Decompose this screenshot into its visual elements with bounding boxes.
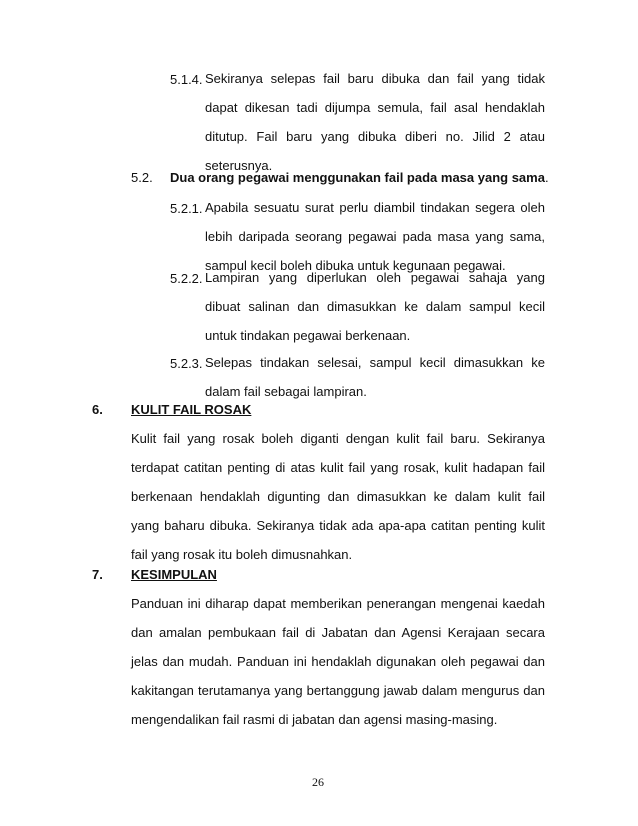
clause-number-5-2-2: 5.2.2. <box>170 271 203 286</box>
clause-number-5-2-3: 5.2.3. <box>170 356 203 371</box>
section-heading-7: KESIMPULAN <box>131 567 217 582</box>
section-heading-6: KULIT FAIL ROSAK <box>131 402 252 417</box>
clause-text-5-2-3: Selepas tindakan selesai, sampul kecil dimasukkan ke dalam fail sebagai lampiran. <box>205 355 545 399</box>
clause-text-5-1-4: Sekiranya selepas fail baru dibuka dan fail yang tidak dapat dikesan tadi dijumpa semula, fail asal hendaklah ditutup. Fail baru yang dibuka diberi no. Jilid 2 atau seterusnya. <box>205 71 545 173</box>
page-number: 26 <box>312 775 324 789</box>
clause-number-5-1-4: 5.1.4. <box>170 72 203 87</box>
clause-heading-5-2-text: Dua orang pegawai menggunakan fail pada masa yang sama <box>170 170 545 185</box>
section-number-7: 7. <box>92 567 103 582</box>
section-text-6: Kulit fail yang rosak boleh diganti dengan kulit fail baru. Sekiranya terdapat catitan penting di atas kulit fail yang rosak, kulit hadapan fail berkenaan hendaklah digunting dan dimasukkan ke dalam kulit fail yang baharu dibuka. Sekiranya tidak ada apa-apa catitan penting kulit fail yang rosak itu boleh dimusnahkan. <box>131 431 545 562</box>
section-text-7: Panduan ini diharap dapat memberikan penerangan mengenai kaedah dan amalan pembukaan fail di Jabatan dan Agensi Kerajaan secara jelas dan mudah. Panduan ini hendaklah digunakan oleh pegawai dan kakitangan terutamanya yang bertanggung jawab dalam mengurus dan mengendalikan fail rasmi di jabatan dan agensi masing-masing. <box>131 596 545 727</box>
section-number-6: 6. <box>92 402 103 417</box>
clause-text-5-2-1: Apabila sesuatu surat perlu diambil tindakan segera oleh lebih daripada seorang pegawai pada masa yang sama, sampul kecil boleh dibuka untuk kegunaan pegawai. <box>205 200 545 273</box>
clause-text-5-2-2: Lampiran yang diperlukan oleh pegawai sahaja yang dibuat salinan dan dimasukkan ke dalam sampul kecil untuk tindakan pegawai berkenaan. <box>205 270 545 343</box>
clause-heading-5-2-period: . <box>544 170 549 185</box>
clause-heading-5-2 <box>170 170 549 185</box>
clause-number-5-2-1: 5.2.1. <box>170 201 203 216</box>
clause-number-5-2: 5.2. <box>131 170 153 185</box>
